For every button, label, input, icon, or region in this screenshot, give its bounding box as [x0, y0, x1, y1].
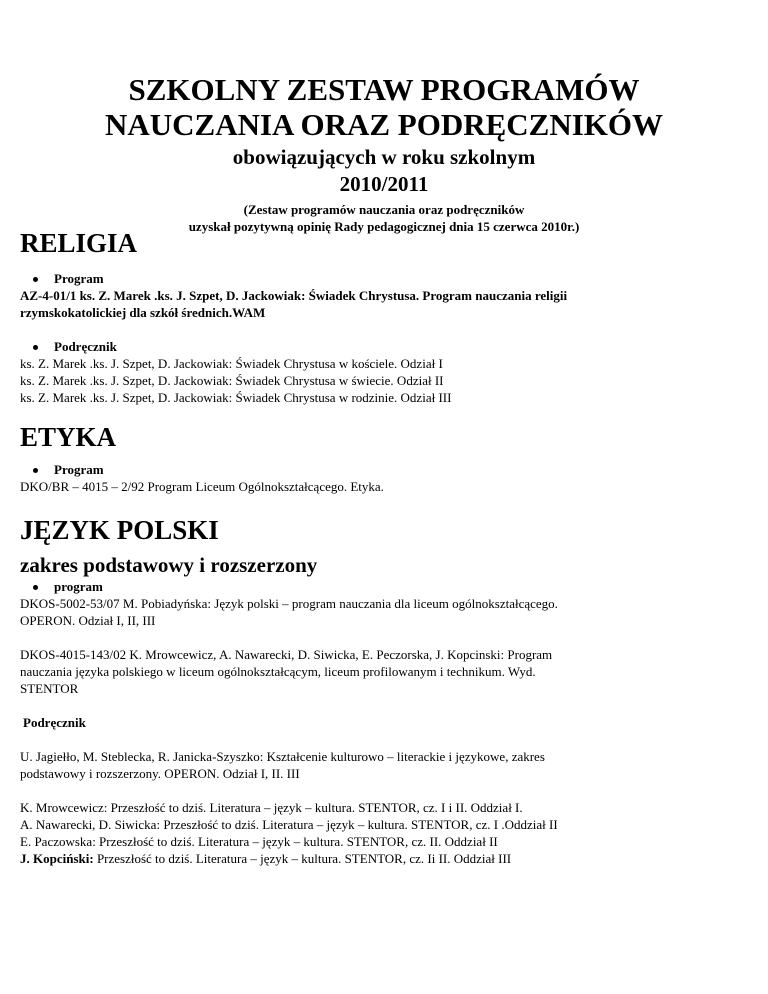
religia-program-line2: rzymskokatolickiej dla szkół średnich.WAM: [20, 305, 266, 320]
religia-program-line1: AZ-4-01/1 ks. Z. Marek .ks. J. Szpet, D. Jackowiak: Świadek Chrystusa. Program nauczania religii: [20, 288, 568, 303]
bullet-icon: [33, 345, 38, 350]
document-subtitle-line1: obowiązujących w roku szkolnym: [232, 145, 536, 169]
polski-textbook-item: A. Nawarecki, D. Siwicka: Przeszłość to dziś. Literatura – język – kultura. STENTOR, cz. I .Oddział II: [20, 817, 558, 832]
religia-textbook-item: ks. Z. Marek .ks. J. Szpet, D. Jackowiak: Świadek Chrystusa w rodzinie. Odział III: [20, 390, 452, 405]
polski-program-bullet: [20, 578, 103, 595]
polski-program-label: program: [54, 579, 103, 594]
bullet-icon: [33, 585, 38, 590]
bullet-icon: [33, 468, 38, 473]
polski-program1-line2: OPERON. Odział I, II, III: [20, 613, 156, 628]
religia-textbook-item: ks. Z. Marek .ks. J. Szpet, D. Jackowiak: Świadek Chrystusa w kościele. Odział I: [20, 356, 443, 371]
section-heading-religia: RELIGIA: [20, 228, 138, 258]
document-title-line2: NAUCZANIA ORAZ PODRĘCZNIKÓW: [104, 107, 664, 142]
bullet-icon: [33, 277, 38, 282]
polski-program2-line3: STENTOR: [20, 681, 79, 696]
polski-program2-line1: DKOS-4015-143/02 K. Mrowcewicz, A. Nawarecki, D. Siwicka, E. Peczorska, J. Kopcinski: Program: [20, 647, 553, 662]
polski-textbook1-line2: podstawowy i rozszerzony. OPERON. Odział I, II. III: [20, 766, 300, 781]
polski-last-author: J. Kopciński:: [20, 851, 94, 866]
etyka-program-line: DKO/BR – 4015 – 2/92 Program Liceum Ogólnokształcącego. Etyka.: [20, 479, 384, 494]
polski-textbook-item-last: [20, 850, 511, 867]
polski-last-rest: Przeszłość to dziś. Literatura – język – kultura. STENTOR, cz. Ii II. Oddział III: [93, 851, 512, 866]
religia-textbook-label: Podręcznik: [54, 339, 117, 354]
document-subtitle-year: 2010/2011: [339, 172, 429, 196]
polski-textbook1-line1: U. Jagiełło, M. Steblecka, R. Janicka-Szyszko: Kształcenie kulturowo – literackie i językowe, zakres: [20, 749, 545, 764]
section-heading-etyka: ETYKA: [20, 422, 117, 452]
etyka-program-bullet: [20, 461, 104, 478]
polski-program1-line1: DKOS-5002-53/07 M. Pobiadyńska: Język polski – program nauczania dla liceum ogólnokształcącego.: [20, 596, 558, 611]
section-subheading-polski: zakres podstawowy i rozszerzony: [20, 553, 318, 577]
religia-program-label: Program: [54, 271, 104, 286]
polski-textbook-item: E. Paczowska: Przeszłość to dziś. Literatura – język – kultura. STENTOR, cz. II. Oddział II: [20, 834, 498, 849]
section-heading-polski: JĘZYK POLSKI: [20, 515, 219, 545]
religia-textbook-item: ks. Z. Marek .ks. J. Szpet, D. Jackowiak: Świadek Chrystusa w świecie. Odział II: [20, 373, 444, 388]
approval-note-line1: (Zestaw programów nauczania oraz podręczników: [243, 202, 525, 217]
religia-textbook-bullet: [20, 338, 117, 355]
approval-note-line2: uzyskał pozytywną opinię Rady pedagogicznej dnia 15 czerwca 2010r.): [188, 219, 580, 234]
polski-textbook-label: Podręcznik: [23, 715, 86, 730]
polski-textbook-item: K. Mrowcewicz: Przeszłość to dziś. Literatura – język – kultura. STENTOR, cz. I i II. Oddział I.: [20, 800, 523, 815]
religia-program-bullet: [20, 270, 104, 287]
document-title-line1: SZKOLNY ZESTAW PROGRAMÓW: [128, 72, 640, 107]
polski-program2-line2: nauczania języka polskiego w liceum ogólnokształcącym, liceum profilowanym i technikum. Wyd.: [20, 664, 536, 679]
etyka-program-label: Program: [54, 462, 104, 477]
